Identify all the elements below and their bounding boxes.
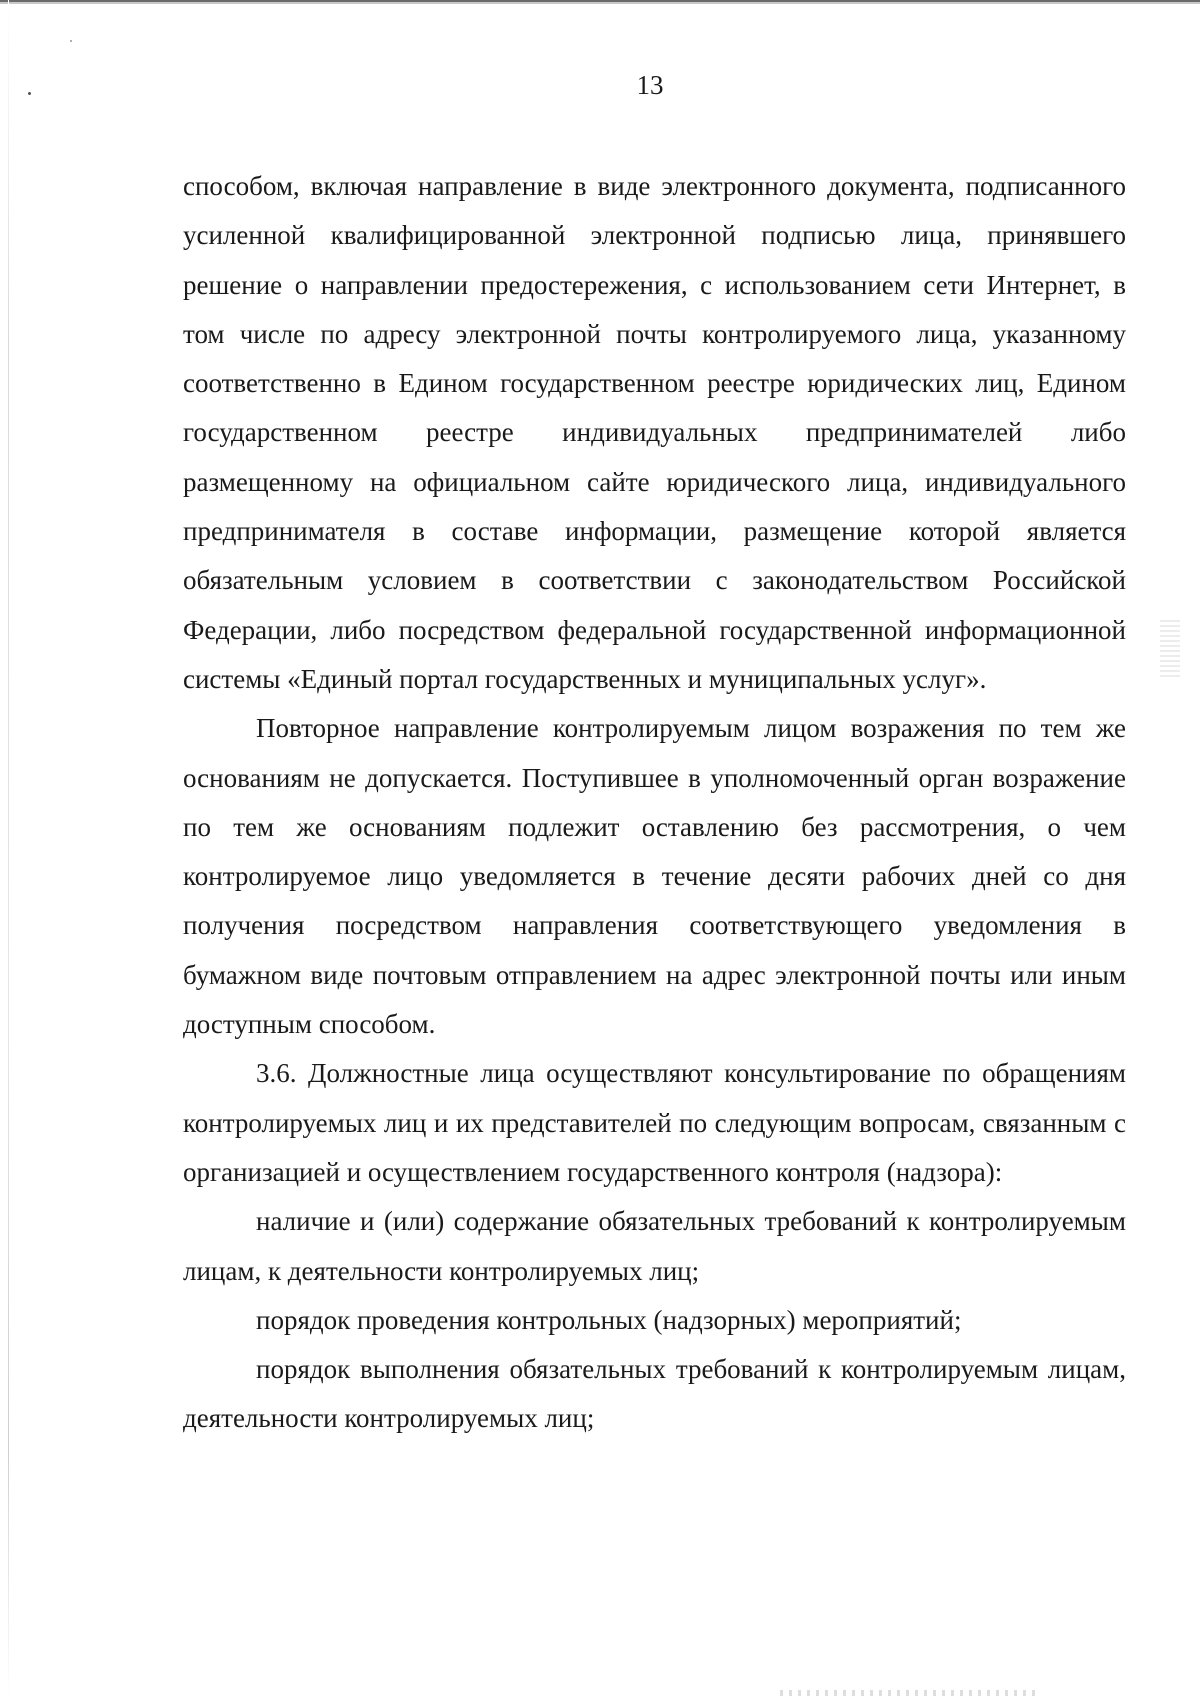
paragraph: способом, включая направление в виде электронного документа, подписанного усиленной квалифицированной электронной подписью лица, принявшего решение о направлении предостережения, с использованием сети Интернет, в том числе по адресу электронной почты контролируемого лица, указанному соответственно в Едином государственном реестре юридических лиц, Едином государственном реестре индивидуальных предпринимателей либо размещенному на официальном сайте юридического лица, индивидуального предпринимателя в составе информации, размещение которой является обязательным условием в соответствии с законодательством Российской Федерации, либо посредством федеральной государственной информационной системы «Единый портал государственных и муниципальных услуг». — [183, 171, 1126, 694]
paragraph: порядок выполнения обязательных требований к контролируемым лицам, деятельности контролируемых лиц; — [183, 1354, 1126, 1434]
page-number: 13 — [636, 70, 664, 100]
scan-noise-bottom — [780, 1690, 1040, 1696]
paragraph: Повторное направление контролируемым лицом возражения по тем же основаниям не допускается. Поступившее в уполномоченный орган возражение по тем же основаниям подлежит оставлению без рассмотрения, о чем контролируемое лицо уведомляется в течение десяти рабочих дней со дня получения посредством направления соответствующего уведомления в бумажном виде почтовым отправлением на адрес электронной почты или иным доступным способом. — [183, 713, 1126, 1040]
paragraph: наличие и (или) содержание обязательных требований к контролируемым лицам, к деятельности контролируемых лиц; — [183, 1206, 1126, 1286]
scan-top-edge-shadow — [0, 2, 1200, 4]
scan-speck — [28, 92, 31, 95]
scan-speck — [70, 40, 72, 42]
scan-left-edge — [8, 0, 9, 1702]
scan-noise-right — [1160, 620, 1180, 680]
paragraph: порядок проведения контрольных (надзорных) мероприятий; — [256, 1304, 962, 1335]
document-body — [183, 162, 1126, 1444]
paragraph: 3.6. Должностные лица осуществляют консультирование по обращениям контролируемых лиц и их представителей по следующим вопросам, связанным с организацией и осуществлением государственного контроля (надзора): — [183, 1058, 1126, 1187]
